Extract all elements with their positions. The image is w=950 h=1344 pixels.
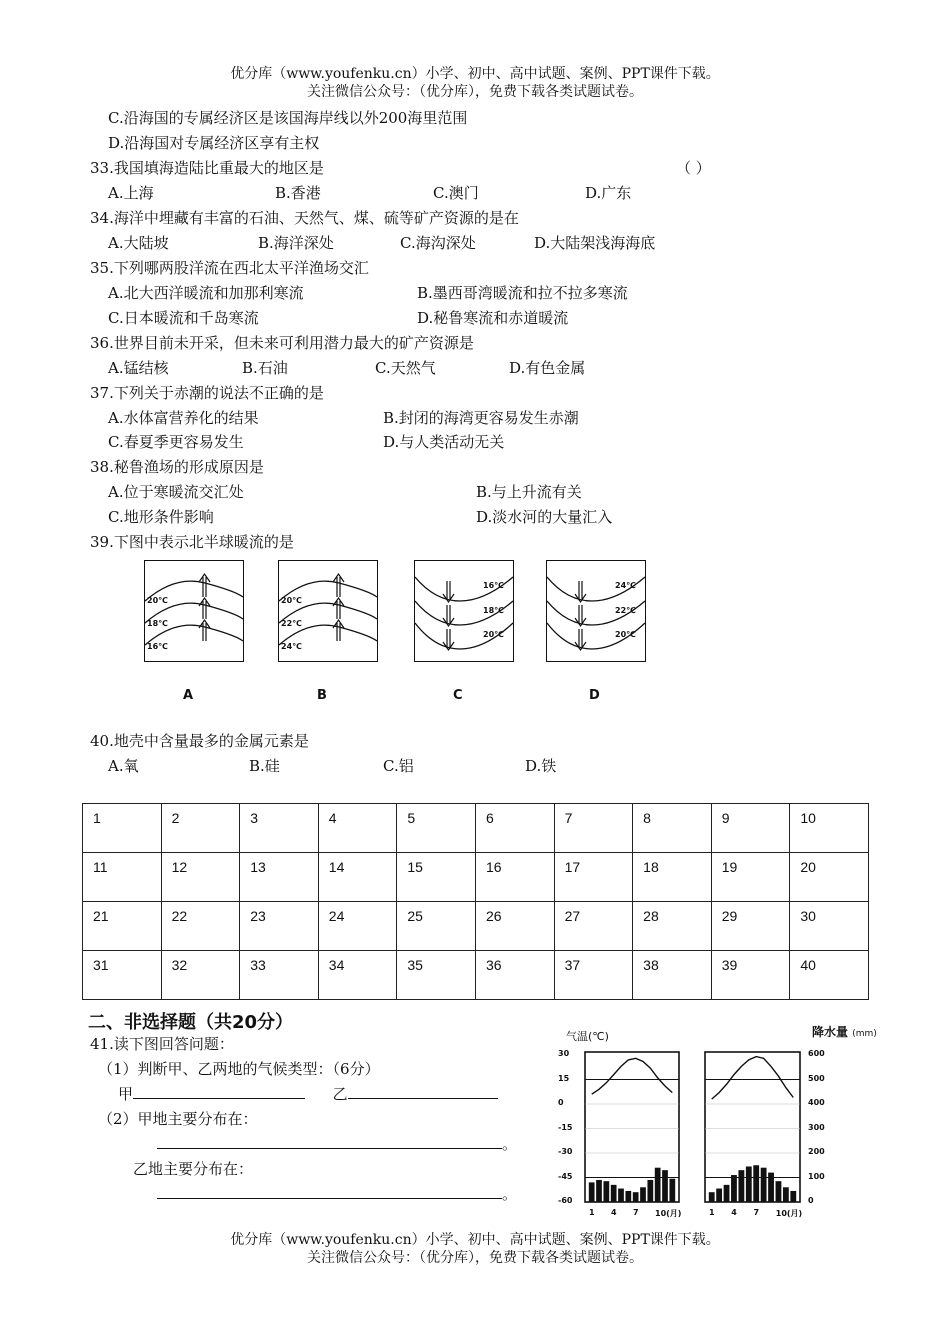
current-diagram-c <box>414 560 514 662</box>
jia-distribution-blank[interactable] <box>157 1134 502 1149</box>
precip-bar <box>724 1185 730 1202</box>
answer-cell[interactable]: 7 <box>554 804 633 853</box>
diagram-d-label-2: 22℃ <box>615 606 636 615</box>
precip-bar <box>589 1182 595 1202</box>
diagram-a-label-2: 18℃ <box>147 619 168 628</box>
answer-cell[interactable]: 9 <box>711 804 790 853</box>
answer-table-row <box>83 853 869 902</box>
q40-option-b: B.硅 <box>249 757 280 775</box>
answer-cell[interactable]: 33 <box>240 951 319 1000</box>
q33-bracket: （ ） <box>676 159 711 177</box>
precip-tick-label: 500 <box>808 1073 825 1083</box>
q33-option-b: B.香港 <box>275 184 321 202</box>
precip-bar <box>790 1191 796 1202</box>
q35-option-b: B.墨西哥湾暖流和拉不拉多寒流 <box>417 284 628 302</box>
answer-cell[interactable]: 4 <box>318 804 397 853</box>
precip-bar <box>633 1192 639 1202</box>
temp-tick-label: 30 <box>558 1049 570 1058</box>
temp-tick-label: 15 <box>558 1073 570 1083</box>
precip-bar <box>625 1191 631 1202</box>
month-tick-label: 7 <box>633 1208 639 1217</box>
precip-bar <box>647 1180 653 1202</box>
answer-cell[interactable]: 18 <box>633 853 712 902</box>
temp-axis-label: 气温(℃) <box>566 1030 609 1043</box>
answer-table <box>82 803 869 1000</box>
q41-answer-line-row <box>118 1084 498 1104</box>
header-line-2: 关注微信公众号：（优分库），免费下载各类试题试卷。 <box>307 84 643 100</box>
diagram-d-label-3: 20℃ <box>615 630 636 639</box>
precip-bar <box>662 1170 668 1202</box>
answer-cell[interactable]: 19 <box>711 853 790 902</box>
diagram-c-label-1: 16℃ <box>483 581 504 590</box>
q37-option-b: B.封闭的海湾更容易发生赤潮 <box>383 409 579 427</box>
diagram-a-label-1: 20℃ <box>147 596 168 605</box>
precip-bar <box>716 1189 722 1202</box>
q36-stem: 36.世界目前未开采，但未来可利用潜力最大的矿产资源是 <box>90 334 474 352</box>
answer-cell[interactable]: 27 <box>554 902 633 951</box>
answer-cell[interactable]: 35 <box>397 951 476 1000</box>
yi-answer-blank[interactable] <box>348 1084 498 1099</box>
q33-option-c: C.澳门 <box>433 184 479 202</box>
answer-cell[interactable]: 38 <box>633 951 712 1000</box>
answer-cell[interactable]: 21 <box>83 902 162 951</box>
answer-cell[interactable]: 10 <box>790 804 869 853</box>
jia-distribution-row <box>157 1134 517 1154</box>
arrow-down-icon <box>575 581 586 650</box>
diagram-b-label-1: 20℃ <box>281 596 302 605</box>
climate-chart <box>540 1040 840 1225</box>
q40-option-c: C.铝 <box>383 757 414 775</box>
precip-tick-label: 200 <box>808 1147 825 1156</box>
answer-cell[interactable]: 24 <box>318 902 397 951</box>
q37-option-a: A.水体富营养化的结果 <box>108 409 259 427</box>
q33-option-d: D.广东 <box>585 184 632 202</box>
footer-line-2: 关注微信公众号：（优分库），免费下载各类试题试卷。 <box>307 1250 643 1266</box>
diagram-b-label-2: 22℃ <box>281 619 302 628</box>
answer-cell[interactable]: 8 <box>633 804 712 853</box>
answer-cell[interactable]: 40 <box>790 951 869 1000</box>
yi-distribution-row <box>157 1184 517 1204</box>
month-tick-label: 4 <box>611 1208 617 1217</box>
precip-bar <box>709 1192 715 1202</box>
q32-option-d: D.沿海国对专属经济区享有主权 <box>108 134 320 152</box>
precip-bar <box>761 1168 767 1202</box>
diagram-d-label-1: 24℃ <box>615 581 636 590</box>
q38-option-b: B.与上升流有关 <box>476 483 582 501</box>
q40-stem: 40.地壳中含量最多的金属元素是 <box>90 732 309 750</box>
diagram-c-letter: C <box>453 688 463 703</box>
jia-label: 甲 <box>118 1085 134 1103</box>
answer-cell[interactable]: 3 <box>240 804 319 853</box>
precip-bar <box>738 1170 744 1202</box>
precip-bar <box>611 1185 617 1202</box>
q40-option-d: D.铁 <box>525 757 557 775</box>
q41-stem: 41.读下图回答问题： <box>90 1035 234 1053</box>
month-tick-label: 4 <box>731 1208 737 1217</box>
precip-axis-unit: (mm) <box>852 1029 877 1039</box>
yi-distribution-blank[interactable] <box>157 1184 502 1199</box>
answer-table-row <box>83 951 869 1000</box>
header-line-1: 优分库（www.youfenku.cn）小学、初中、高中试题、案例、PPT课件下载。 <box>230 66 720 82</box>
precip-tick-label: 600 <box>808 1049 825 1058</box>
answer-cell[interactable]: 5 <box>397 804 476 853</box>
q35-option-d: D.秘鲁寒流和赤道暖流 <box>417 309 569 327</box>
precip-bar <box>596 1180 602 1202</box>
precip-tick-label: 300 <box>808 1122 825 1132</box>
answer-cell[interactable]: 37 <box>554 951 633 1000</box>
answer-cell[interactable]: 30 <box>790 902 869 951</box>
answer-cell[interactable]: 13 <box>240 853 319 902</box>
temp-tick-label: 0 <box>558 1098 564 1107</box>
answer-cell[interactable]: 14 <box>318 853 397 902</box>
temp-tick-label: -30 <box>558 1147 573 1156</box>
answer-cell[interactable]: 11 <box>83 853 162 902</box>
q36-option-d: D.有色金属 <box>509 359 586 377</box>
precip-bar <box>669 1179 675 1202</box>
precip-bar <box>640 1187 646 1202</box>
precip-bar <box>746 1166 752 1202</box>
q34-option-d: D.大陆架浅海海底 <box>534 234 656 252</box>
current-diagram-d <box>546 560 646 662</box>
q41-part-2: （2）甲地主要分布在： <box>98 1110 258 1128</box>
answer-cell[interactable]: 1 <box>83 804 162 853</box>
precip-bar <box>731 1175 737 1202</box>
q38-option-d: D.淡水河的大量汇入 <box>476 508 613 526</box>
diagram-c-label-3: 20℃ <box>483 630 504 639</box>
diagram-a-label-3: 16℃ <box>147 642 168 651</box>
precip-bar <box>776 1181 782 1202</box>
q34-option-c: C.海沟深处 <box>400 234 476 252</box>
current-diagram-b <box>278 560 378 662</box>
q38-stem: 38.秘鲁渔场的形成原因是 <box>90 458 264 476</box>
month-tick-label: 7 <box>753 1208 760 1217</box>
precip-tick-label: 100 <box>808 1171 825 1181</box>
precip-axis-label <box>812 1023 877 1040</box>
precip-bar <box>655 1168 661 1202</box>
q39-stem: 39.下图中表示北半球暖流的是 <box>90 533 294 551</box>
answer-cell[interactable]: 32 <box>161 951 240 1000</box>
precip-bar <box>618 1189 624 1202</box>
answer-cell[interactable]: 25 <box>397 902 476 951</box>
answer-cell[interactable]: 15 <box>397 853 476 902</box>
q35-stem: 35.下列哪两股洋流在西北太平洋渔场交汇 <box>90 259 369 277</box>
jia-answer-blank[interactable] <box>133 1084 305 1099</box>
answer-cell[interactable]: 29 <box>711 902 790 951</box>
temperature-line <box>712 1057 794 1100</box>
precip-bar <box>603 1181 609 1202</box>
diagram-b-letter: B <box>317 688 327 703</box>
q36-option-a: A.锰结核 <box>108 359 169 377</box>
precip-tick-label: 0 <box>808 1196 814 1205</box>
precip-bar <box>768 1173 774 1202</box>
q40-option-a: A.氧 <box>108 757 139 775</box>
answer-cell[interactable]: 31 <box>83 951 162 1000</box>
answer-cell[interactable]: 12 <box>161 853 240 902</box>
diagram-d-letter: D <box>589 688 600 703</box>
q38-option-c: C.地形条件影响 <box>108 508 214 526</box>
answer-cell[interactable]: 17 <box>554 853 633 902</box>
temp-tick-label: -15 <box>558 1122 573 1132</box>
q35-option-a: A.北大西洋暖流和加那利寒流 <box>108 284 304 302</box>
precip-bar <box>753 1165 759 1202</box>
q37-option-d: D.与人类活动无关 <box>383 433 505 451</box>
answer-cell[interactable]: 23 <box>240 902 319 951</box>
answer-cell[interactable]: 20 <box>790 853 869 902</box>
temperature-line <box>592 1058 673 1094</box>
answer-cell[interactable]: 39 <box>711 951 790 1000</box>
answer-cell[interactable]: 26 <box>475 902 554 951</box>
current-diagram-a <box>144 560 244 662</box>
q34-stem: 34.海洋中埋藏有丰富的石油、天然气、煤、硫等矿产资源的是在 <box>90 209 519 227</box>
precip-bar <box>783 1187 789 1202</box>
answer-cell[interactable]: 34 <box>318 951 397 1000</box>
q38-option-a: A.位于寒暖流交汇处 <box>108 483 244 501</box>
month-tick-label: 1 <box>709 1208 715 1217</box>
arrow-down-icon <box>443 581 454 650</box>
q33-stem: 33.我国填海造陆比重最大的地区是 <box>90 159 324 177</box>
section-2-title: 二、非选择题（共20分） <box>88 1012 294 1033</box>
answer-cell[interactable]: 36 <box>475 951 554 1000</box>
diagram-a-letter: A <box>183 688 194 703</box>
month-tick-label: 10(月) <box>655 1209 682 1218</box>
yi-distribution-label: 乙地主要分布在： <box>133 1160 254 1178</box>
month-tick-label: 1 <box>589 1208 595 1217</box>
chart-panel-frame <box>705 1052 800 1202</box>
month-tick-label: 10(月) <box>775 1209 803 1218</box>
yi-label: 乙 <box>332 1085 348 1103</box>
yi-period: 。 <box>502 1185 518 1203</box>
temp-tick-label: -45 <box>558 1171 573 1181</box>
q37-option-c: C.春夏季更容易发生 <box>108 433 244 451</box>
q37-stem: 37.下列关于赤潮的说法不正确的是 <box>90 384 324 402</box>
q34-option-a: A.大陆坡 <box>108 234 169 252</box>
q36-option-c: C.天然气 <box>375 359 436 377</box>
precip-axis-title: 降水量 <box>812 1025 849 1039</box>
answer-cell[interactable]: 28 <box>633 902 712 951</box>
answer-table-row <box>83 804 869 853</box>
answer-cell[interactable]: 2 <box>161 804 240 853</box>
answer-table-row <box>83 902 869 951</box>
q34-option-b: B.海洋深处 <box>258 234 334 252</box>
answer-cell[interactable]: 16 <box>475 853 554 902</box>
precip-tick-label: 400 <box>808 1098 825 1107</box>
answer-cell[interactable]: 22 <box>161 902 240 951</box>
footer-line-1: 优分库（www.youfenku.cn）小学、初中、高中试题、案例、PPT课件下载。 <box>230 1232 720 1248</box>
diagram-b-label-3: 24℃ <box>281 642 302 651</box>
jia-period: 。 <box>502 1135 518 1153</box>
answer-cell[interactable]: 6 <box>475 804 554 853</box>
diagram-c-label-2: 18℃ <box>483 606 504 615</box>
temp-tick-label: -60 <box>558 1196 573 1205</box>
q32-option-c: C.沿海国的专属经济区是该国海岸线以外200海里范围 <box>108 109 468 127</box>
q33-option-a: A.上海 <box>108 184 154 202</box>
q35-option-c: C.日本暖流和千岛寒流 <box>108 309 259 327</box>
q36-option-b: B.石油 <box>242 359 288 377</box>
q41-part-1: （1）判断甲、乙两地的气候类型：（6分） <box>98 1060 380 1078</box>
